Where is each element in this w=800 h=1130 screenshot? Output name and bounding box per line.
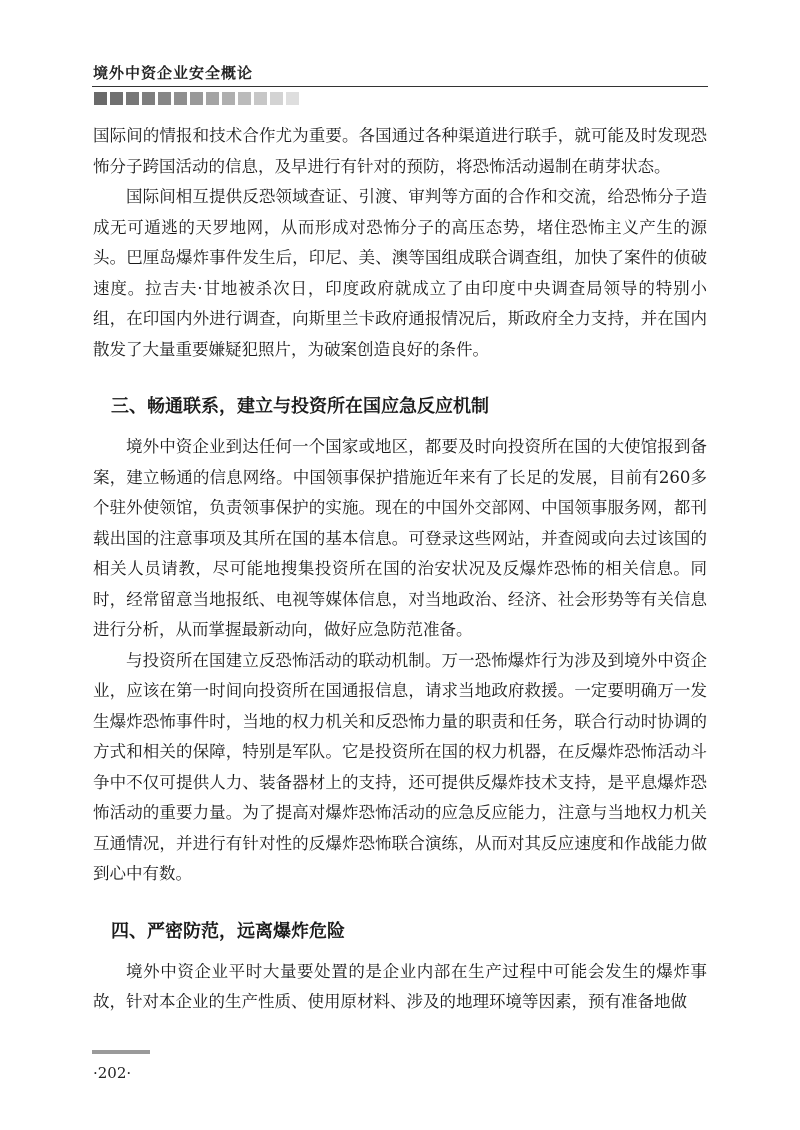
page-number: ·202· (93, 1064, 132, 1082)
page-body (93, 121, 707, 1018)
paragraph-1: 国际间的情报和技术合作尤为重要。各国通过各种渠道进行联手，就可能及时发现恐怖分子跨国活动的信息，及早进行有针对的预防，将恐怖活动遏制在萌芽状态。 (93, 126, 707, 176)
section-heading-3: 三、畅通联系，建立与投资所在国应急反应机制 (111, 396, 489, 417)
decor-square (254, 92, 267, 105)
decor-square (190, 92, 203, 105)
decor-square (158, 92, 171, 105)
paragraph-4: 与投资所在国建立反恐怖活动的联动机制。万一恐怖爆炸行为涉及到境外中资企业，应该在第一时间向投资所在国通报信息，请求当地政府救援。一定要明确万一发生爆炸恐怖事件时，当地的权力机关和反恐怖力量的职责和任务，联合行动时协调的方式和相关的保障，特别是军队。它是投资所在国的权力机器，在反爆炸恐怖活动斗争中不仅可提供人力、装备器材上的支持，还可提供反爆炸技术支持，是平息爆炸恐怖活动的重要力量。为了提高对爆炸恐怖活动的应急反应能力，注意与当地权力机关互通情况，并进行有针对性的反爆炸恐怖联合演练，从而对其反应速度和作战能力做到心中有数。 (93, 650, 707, 883)
decor-square (126, 92, 139, 105)
decor-square (110, 92, 123, 105)
paragraph-3: 境外中资企业到达任何一个国家或地区，都要及时向投资所在国的大使馆报到备案，建立畅通的信息网络。中国领事保护措施近年来有了长足的发展，目前有260多个驻外使领馆，负责领事保护的实施。现在的中国外交部网、中国领事服务网，都刊载出国的注意事项及其所在国的基本信息。可登录这些网站，并查阅或向去过该国的相关人员请教，尽可能地搜集投资所在国的治安状况及反爆炸恐怖的相关信息。同时，经常留意当地报纸、电视等媒体信息，对当地政治、经济、社会形势等有关信息进行分析，从而掌握最新动向，做好应急防范准备。 (93, 437, 707, 639)
decor-square (286, 92, 299, 105)
decor-square (142, 92, 155, 105)
section-heading-4: 四、严密防范，远离爆炸危险 (111, 920, 345, 942)
header-decor-squares (94, 92, 299, 105)
footer-rule (92, 1050, 150, 1054)
decor-square (270, 92, 283, 105)
paragraph-2: 国际间相互提供反恐领域查证、引渡、审判等方面的合作和交流，给恐怖分子造成无可遁逃的天罗地网，从而形成对恐怖分子的高压态势，堵住恐怖主义产生的源头。巴厘岛爆炸事件发生后，印尼、美、澳等国组成联合调查组，加快了案件的侦破速度。拉吉夫·甘地被杀次日，印度政府就成立了由印度中央调查局领导的特别小组，在印国内外进行调查，向斯里兰卡政府通报情况后，斯政府全力支持，并在国内散发了大量重要嫌疑犯照片，为破案创造良好的条件。 (93, 187, 707, 359)
paragraph-5: 境外中资企业平时大量要处置的是企业内部在生产过程中可能会发生的爆炸事故，针对本企业的生产性质、使用原材料、涉及的地理环境等因素，预有准备地做 (93, 961, 707, 1011)
decor-square (238, 92, 251, 105)
decor-square (174, 92, 187, 105)
decor-square (222, 92, 235, 105)
running-header: 境外中资企业安全概论 (93, 64, 254, 82)
header-rule (92, 86, 708, 87)
decor-square (94, 92, 107, 105)
decor-square (206, 92, 219, 105)
